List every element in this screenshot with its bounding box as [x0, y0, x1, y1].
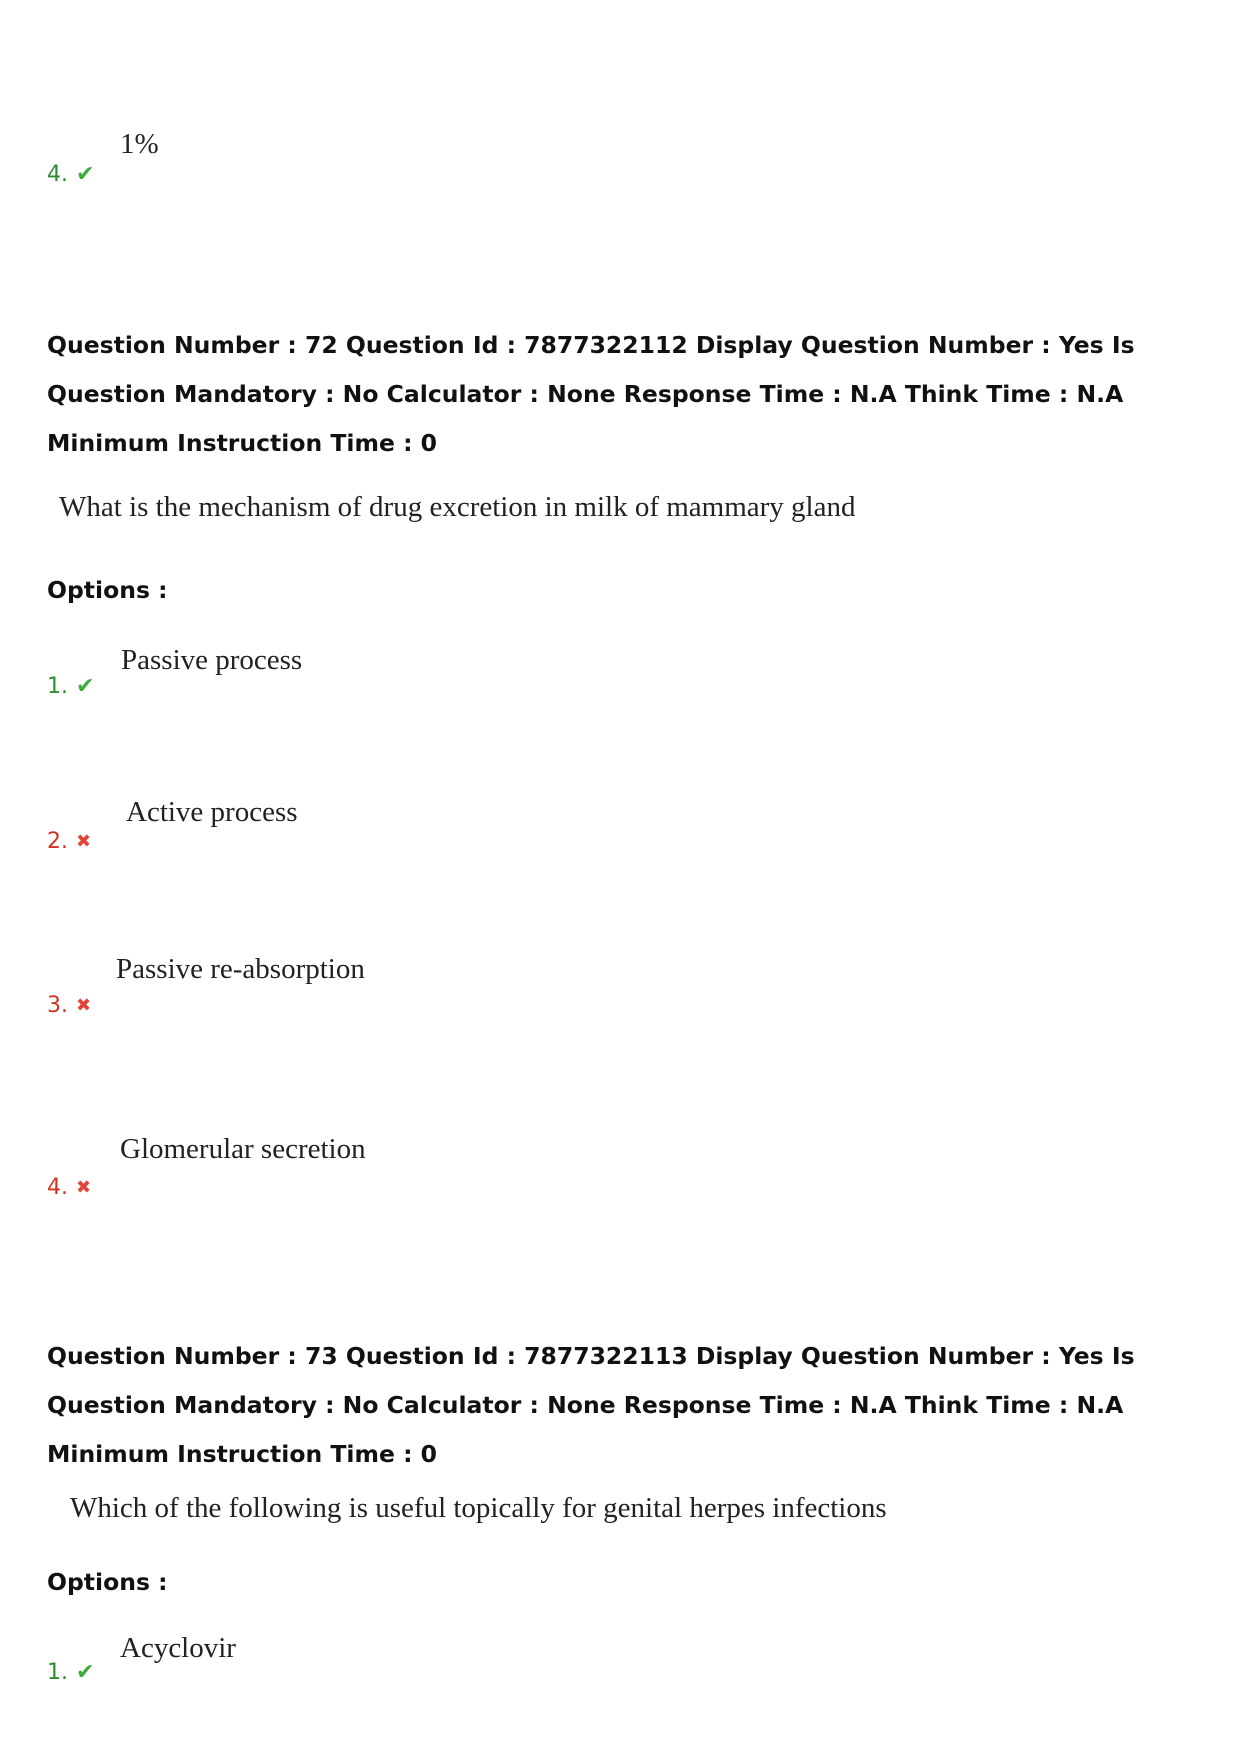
question-text: Which of the following is useful topically for genital herpes infections — [70, 1492, 887, 1524]
options-label: Options : — [47, 1568, 168, 1596]
options-label: Options : — [47, 576, 168, 604]
option-text: Passive process — [121, 644, 303, 676]
question-header: Question Number : 72 Question Id : 7877322112 Display Question Number : Yes Is Question Mandatory : No Calculator : None Response Time : N.A Think Time : N.A Minimum Instruction Time : 0 — [47, 331, 1135, 457]
cross-icon: ✖ — [76, 995, 92, 1016]
option-number: 3. ✖ — [47, 993, 92, 1018]
option-text: Glomerular secretion — [120, 1133, 366, 1165]
option-number: 4. ✖ — [47, 1175, 92, 1200]
option-text: 1% — [120, 128, 159, 160]
check-icon: ✔ — [76, 674, 95, 699]
option-text: Active process — [126, 796, 298, 828]
question-header: Question Number : 73 Question Id : 7877322113 Display Question Number : Yes Is Question Mandatory : No Calculator : None Response Time : N.A Think Time : N.A Minimum Instruction Time : 0 — [47, 1342, 1135, 1468]
check-icon: ✔ — [76, 162, 95, 187]
option-text: Acyclovir — [120, 1632, 236, 1664]
option-number: 1. ✔ — [47, 674, 95, 699]
question-text: What is the mechanism of drug excretion in milk of mammary gland — [59, 491, 856, 523]
option-number: 2. ✖ — [47, 829, 92, 854]
option-number: 4. ✔ — [47, 162, 95, 187]
cross-icon: ✖ — [76, 1177, 92, 1198]
cross-icon: ✖ — [76, 831, 92, 852]
check-icon: ✔ — [76, 1660, 95, 1685]
option-text: Passive re-absorption — [116, 953, 365, 985]
option-number: 1. ✔ — [47, 1660, 95, 1685]
